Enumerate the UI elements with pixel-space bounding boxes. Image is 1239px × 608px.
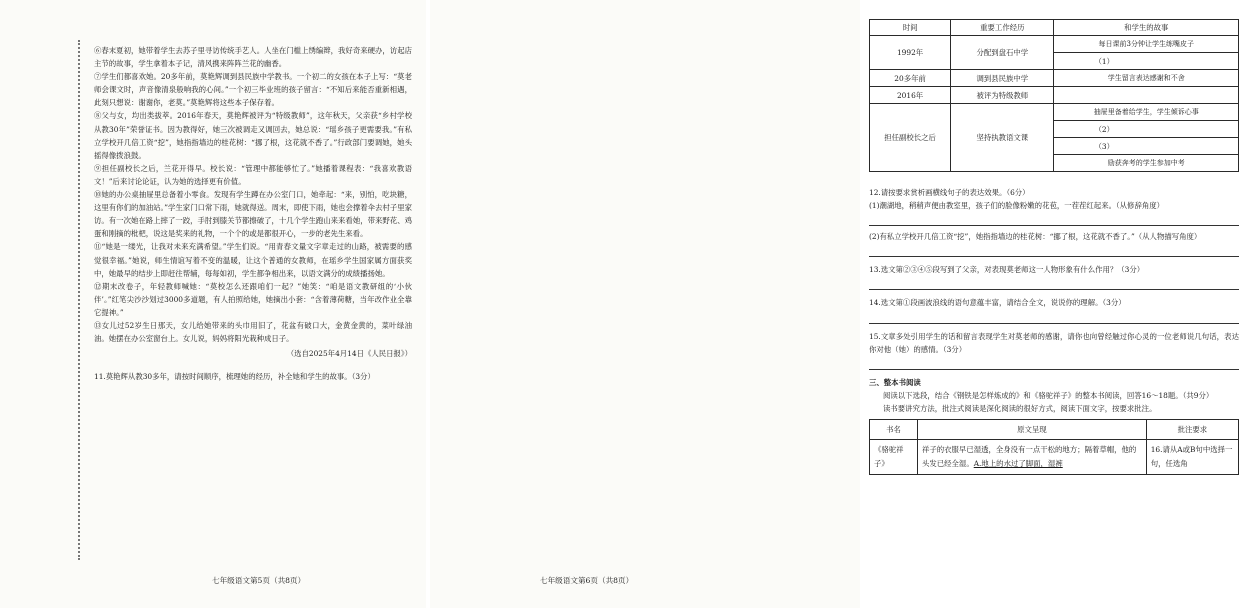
- questions-column: [869, 19, 1239, 475]
- right-page: [430, 0, 1239, 608]
- answer-line[interactable]: [869, 214, 1239, 226]
- table-header-row: [870, 20, 1239, 36]
- paragraph-10: ⑩她的办公桌抽屉里总备着小零食。发现有学生蹲在办公室门口，她牵起：“来，别怕，吃块糖，这里有你们的加油站。”学生家门口常下雨，她就得送。周末，即使下雨，她也会撑着伞去村子里家访。有一次她在路上摔了一跤，手肘到膝关节都擦破了，十几个学生跑山来来看她，带来野花、鸡蛋和刚摘的枇杷，说这是奖来的礼物，一个个的或是都很开心，一步的老先生来看。: [94, 190, 412, 239]
- table-cell-time: 担任副校长之后: [870, 104, 951, 172]
- table-header: 时间: [870, 20, 951, 36]
- reading-passage: [94, 44, 412, 383]
- left-page: [0, 0, 426, 608]
- paragraph-12: ⑫期末改卷子，年轻教师喊她：“莫校怎么还跟咱们一起？”她笑：“咱是语文教研组的‘小伙伴’。”红笔尖沙沙划过3000多道题，有人拍照给她，她摘出小套：“含着薄荷糖，当年改作业全靠它提神。”: [94, 281, 412, 317]
- paragraph-11: ⑪“她是一缕光，让我对未来充满希望。”学生们说。“用青春文量文字章走过的山路，被需要的感觉很幸福。”她说，师生情谊写着不变的温暖，让这个普通的女教师，在瑶乡学生国家属方面获奖中，她最早的结步上即赶往帮辅，每每如初，学生都争相出来，以语文满分的成绩播扬她。: [94, 242, 412, 278]
- answer-blank-2[interactable]: （2）: [1054, 121, 1239, 138]
- source-citation: （选自2025年4月14日《人民日报》）: [286, 349, 412, 359]
- table-cell-story: 学生留言表达感谢和不舍: [1054, 70, 1239, 87]
- table-header: 书名: [870, 420, 918, 440]
- text-plain: 祥子的衣服早已湿透，全身没有一点干松的地方；隔着草帽，他的头发已经全湿。: [921, 445, 1137, 469]
- section-intro-2: 读书要讲究方法，批注式阅读是深化阅读的很好方式，阅读下面文字，按要求批注。: [883, 403, 1157, 413]
- answer-line[interactable]: [869, 312, 1239, 324]
- timeline-table: [869, 19, 1239, 172]
- question-12: 12.请按要求赏析画横线句子的表达效果。（6分）: [869, 188, 1030, 198]
- table-cell-story: 抽屉里备着给学生，学生倾诉心事: [1054, 104, 1239, 121]
- table-row: [870, 70, 1239, 87]
- table-header: 原文呈现: [917, 420, 1146, 440]
- table-cell-story: 每日课前3分钟让学生练嘴皮子: [1054, 36, 1239, 53]
- table-cell-time: 2016年: [870, 87, 951, 104]
- table-cell-book-name: 《骆驼祥子》: [870, 440, 918, 475]
- paragraph-13: ⑬女儿过52岁生日那天，女儿给她带来的头巾用旧了，花盆有破口大，金黄金黄的，菜叶绿油油。她摆在办公室窗台上。女儿说，妈妈将阳光栽种成日子。: [94, 320, 412, 344]
- page-footer-left: 七年级语文第5页（共8页）: [212, 576, 306, 585]
- table-header-row: [870, 420, 1239, 440]
- table-cell-story: 励获奔考的学生参加中考: [1054, 155, 1239, 172]
- answer-line[interactable]: [869, 278, 1239, 290]
- table-cell-time: 1992年: [870, 36, 951, 70]
- answer-blank-3[interactable]: （3）: [1054, 138, 1239, 155]
- question-15: 15.文章多处引用学生的话和留言表现学生对莫老师的感谢，请你也向曾经触过你心灵的一位老师说几句话，表达你对他（她）的感情。（3分）: [869, 331, 1239, 354]
- table-cell-story: [1054, 87, 1239, 104]
- question-14: 14.选文第①段画波浪线的语句意蕴丰富，请结合全文，说说你的理解。（3分）: [869, 298, 1126, 308]
- table-cell-requirement: 16.请从A或B句中选择一句，任选角: [1146, 440, 1238, 475]
- table-header: 批注要求: [1146, 420, 1238, 440]
- table-row: [870, 36, 1239, 53]
- question-13: 13.选文第②③④⑤段写到了父亲，对表现莫老师这一人物形象有什么作用？（3分）: [869, 265, 1145, 275]
- paragraph-7: ⑦学生们都喜欢她。20多年前，莫艳辉调到县民族中学教书。一个初二的女孩在本子上写：“莫老师会课文时，声音像清泉般响我的心间。”一个初三毕业班的孩子留言：“不知后来能否重新相遇，此刻只想说：谢谢你，老莫。”莫艳辉将这些本子保存着。: [94, 72, 412, 108]
- table-header: 和学生的故事: [1054, 20, 1239, 36]
- question-11: 11.莫艳辉从教30多年，请按时间顺序，梳理她的经历，补全她和学生的故事。（3分）: [94, 372, 375, 382]
- question-12-1: (1)潮湖地，稍稍声便由教室里，孩子们的脸像粉嫩的花苞，一茬茬红起来。（从修辞角度）: [869, 201, 1165, 211]
- paragraph-6: ⑥春末夏初，她带着学生去苏子里寻访传统手艺人。人坐在门槛上绣编辫，我好奇来硬办，访起店主节的故事，学生拿着本子记，清风携来阵阵兰花的幽香。: [94, 46, 412, 69]
- answer-line[interactable]: [869, 245, 1239, 257]
- answer-blank-1[interactable]: （1）: [1054, 53, 1239, 70]
- table-row: [870, 104, 1239, 121]
- section-title: 三、整本书阅读: [869, 377, 921, 387]
- paragraph-8: ⑧父与女，均出类拔萃。2016年春天，莫艳辉被评为“特级教师”，这年秋天，父亲获“乡村学校从教30年”荣誉证书。因为教得好，她三次被调走又调回去，她总说：“瑶乡孩子更需要我。”有私立学校开几倍工资“挖”，她指指墙边的桂花树：“挪了根，这花就不香了。”行政部门要调她，她头摇得像拨浪鼓。: [94, 111, 412, 160]
- table-header: 重要工作经历: [951, 20, 1054, 36]
- table-cell-work: 调到县民族中学: [951, 70, 1054, 87]
- question-12-2: (2)有私立学校开几倍工资“挖”，她指指墙边的桂花树：“挪了根，这花就不香了。”（从人物描写角度）: [869, 232, 1202, 242]
- table-cell-time: 20多年前: [870, 70, 951, 87]
- table-row: [870, 87, 1239, 104]
- text-underlined: A.地上的水过了脚面，湿裤: [973, 459, 1063, 469]
- paragraph-9: ⑨担任副校长之后，兰花开得早。校长说：“管理中都能够忙了。”她播着课程表：“我喜欢教语文！”后来讨论论证，认为她的选择更有价值。: [94, 163, 412, 186]
- table-cell-work: 分配到盘石中学: [951, 36, 1054, 70]
- table-row: [870, 440, 1239, 475]
- binding-line: [78, 40, 90, 560]
- page-footer-right: 七年级语文第6页（共8页）: [540, 576, 634, 585]
- table-cell-work: 被评为特级教师: [951, 87, 1054, 104]
- section-intro: 阅读以下选段，结合《钢铁是怎样炼成的》和《骆驼祥子》的整本书阅读，回答16～18题。（共9分）: [883, 390, 1214, 400]
- table-cell-text: [917, 440, 1146, 475]
- book-table: [869, 419, 1239, 475]
- table-cell-work: 坚持执教语文课: [951, 104, 1054, 172]
- answer-line[interactable]: [869, 358, 1239, 370]
